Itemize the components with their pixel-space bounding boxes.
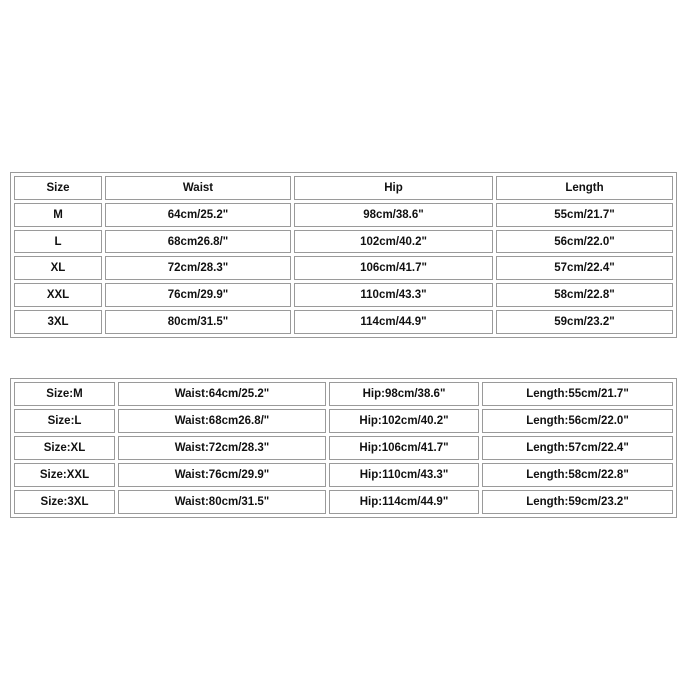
hip-cell: Hip:102cm/40.2" [329,409,479,433]
hip-cell: Hip:106cm/41.7" [329,436,479,460]
length-cell: Length:56cm/22.0" [482,409,673,433]
size-cell: Size:L [14,409,115,433]
size-chart-table [10,172,677,338]
header-waist: Waist [105,176,291,200]
waist-cell: 72cm/28.3" [105,256,291,280]
size-cell: L [14,230,102,254]
table-header-row [14,176,673,200]
waist-cell: 68cm26.8/" [105,230,291,254]
waist-cell: 80cm/31.5" [105,310,291,334]
size-cell: Size:M [14,382,115,406]
hip-cell: 114cm/44.9" [294,310,493,334]
size-cell: M [14,203,102,227]
length-cell: Length:55cm/21.7" [482,382,673,406]
size-cell: XL [14,256,102,280]
table-row [14,230,673,254]
table-row [14,283,673,307]
table-row [14,490,673,514]
size-cell: 3XL [14,310,102,334]
table-row [14,409,673,433]
table-row [14,203,673,227]
waist-cell: Waist:76cm/29.9" [118,463,326,487]
table-row [14,463,673,487]
hip-cell: Hip:110cm/43.3" [329,463,479,487]
hip-cell: 110cm/43.3" [294,283,493,307]
header-length: Length [496,176,673,200]
header-hip: Hip [294,176,493,200]
hip-cell: Hip:114cm/44.9" [329,490,479,514]
length-cell: Length:59cm/23.2" [482,490,673,514]
table-row [14,436,673,460]
size-cell: Size:3XL [14,490,115,514]
length-cell: 59cm/23.2" [496,310,673,334]
length-cell: 55cm/21.7" [496,203,673,227]
header-size: Size [14,176,102,200]
length-cell: Length:58cm/22.8" [482,463,673,487]
table-row [14,310,673,334]
table-row [14,382,673,406]
waist-cell: 64cm/25.2" [105,203,291,227]
hip-cell: 102cm/40.2" [294,230,493,254]
length-cell: Length:57cm/22.4" [482,436,673,460]
size-cell: Size:XL [14,436,115,460]
length-cell: 58cm/22.8" [496,283,673,307]
waist-cell: Waist:72cm/28.3" [118,436,326,460]
hip-cell: 98cm/38.6" [294,203,493,227]
size-chart-labeled-table [10,378,677,518]
waist-cell: 76cm/29.9" [105,283,291,307]
size-cell: Size:XXL [14,463,115,487]
hip-cell: Hip:98cm/38.6" [329,382,479,406]
size-cell: XXL [14,283,102,307]
hip-cell: 106cm/41.7" [294,256,493,280]
length-cell: 56cm/22.0" [496,230,673,254]
table-row [14,256,673,280]
waist-cell: Waist:80cm/31.5" [118,490,326,514]
waist-cell: Waist:68cm26.8/" [118,409,326,433]
waist-cell: Waist:64cm/25.2" [118,382,326,406]
length-cell: 57cm/22.4" [496,256,673,280]
